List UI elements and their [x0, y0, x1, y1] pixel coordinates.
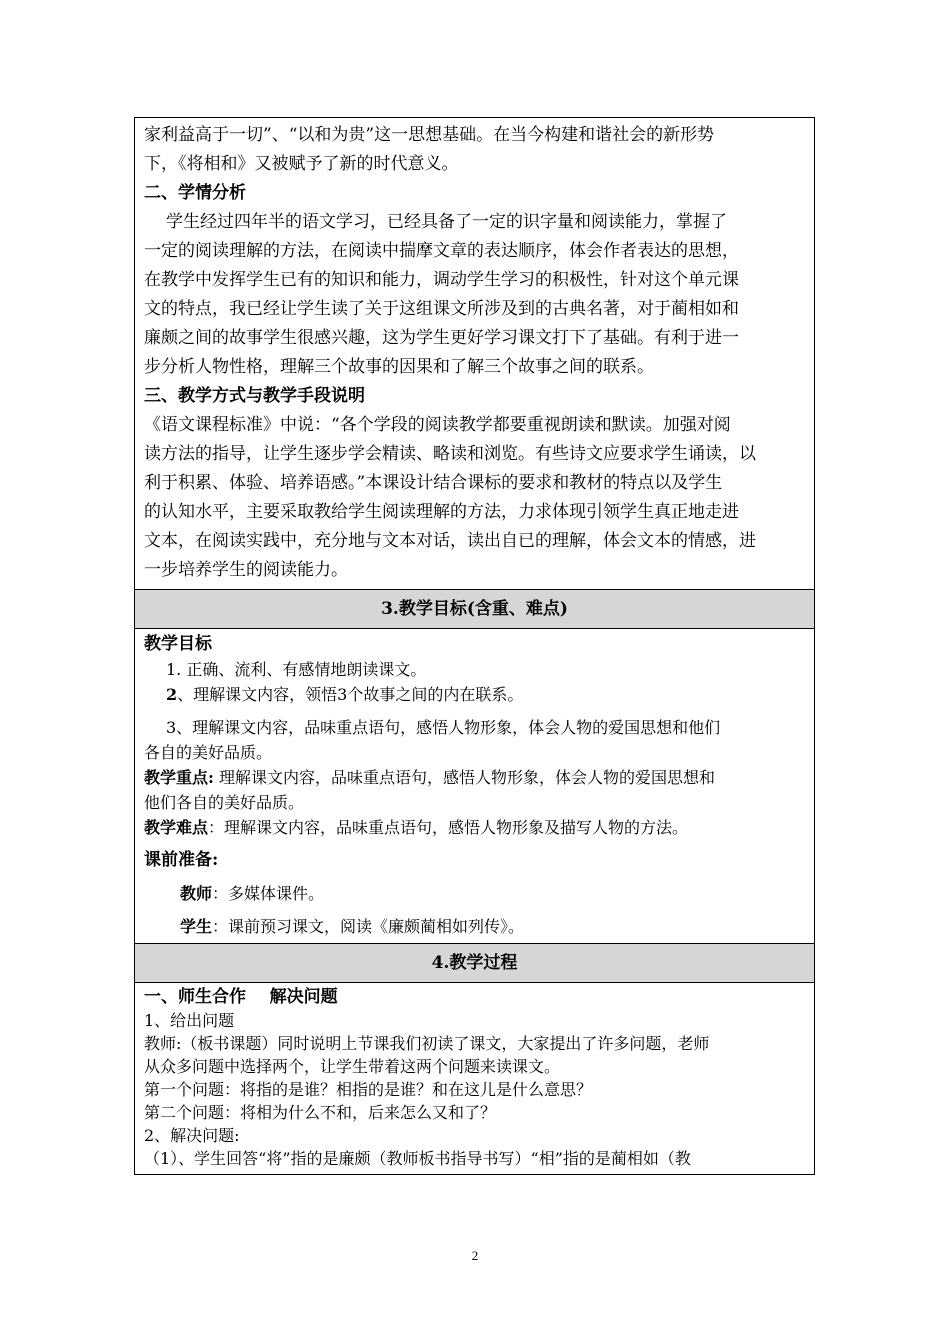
heading-learner-analysis: 二、学情分析 — [144, 183, 246, 203]
method-line: 的认知水平，主要采取教给学生阅读理解的方法，力求体现引领学生真正地走进 — [144, 502, 739, 522]
analysis-line: 廉颇之间的故事学生很感兴趣，这为学生更好学习课文打下了基础。有利于进一 — [144, 328, 739, 348]
prep-heading: 课前准备: — [144, 850, 219, 870]
analysis-line: 一定的阅读理解的方法，在阅读中揣摩文章的表达顺序，体会作者表达的思想， — [144, 241, 739, 261]
analysis-line: 文的特点，我已经让学生读了关于这组课文所涉及到的古典名著，对于蔺相如和 — [144, 299, 739, 319]
method-line: 读方法的指导，让学生逐步学会精读、略读和浏览。有些诗文应要求学生诵读，以 — [144, 444, 756, 464]
section-header-process: 4.教学过程 — [135, 943, 814, 983]
student-text: ：课前预习课文，阅读《廉颇蔺相如列传》。 — [212, 917, 525, 936]
difficulty-points — [144, 815, 806, 840]
goal-item: 3、理解课文内容，品味重点语句，感悟人物形象，体会人物的爱国思想和他们 — [166, 718, 721, 737]
process-line: 2、解决问题: — [144, 1126, 240, 1145]
section-header-objectives: 3.教学目标(含重、难点) — [135, 589, 814, 629]
process-heading: 一、师生合作 解决问题 — [144, 987, 338, 1007]
process-line: （1）、学生回答“将”指的是廉颇（教师板书指导书写）“相”指的是蔺相如（教 — [144, 1149, 691, 1168]
key-points-cont: 他们各自的美好品质。 — [144, 793, 305, 812]
process-section — [135, 983, 814, 1174]
intro-line: 下，《将相和》又被赋予了新的时代意义。 — [144, 154, 459, 174]
process-line: 第一个问题：将指的是谁？相指的是谁？和在这儿是什么意思？ — [144, 1080, 593, 1099]
process-line: 1、给出问题 — [144, 1011, 235, 1030]
method-line: 《语文课程标准》中说：“各个学段的阅读教学都要重视朗读和默读。加强对阅 — [144, 415, 731, 435]
intro-line: 家利益高于一切”、“以和为贵”这一思想基础。在当今构建和谐社会的新形势 — [144, 125, 715, 145]
method-line: 文本，在阅读实践中，充分地与文本对话，读出自已的理解，体会文本的情感，进 — [144, 531, 756, 551]
key-points — [144, 765, 806, 790]
lesson-plan-table — [134, 117, 815, 1175]
page-number: 2 — [471, 1248, 479, 1263]
prep-teacher — [144, 881, 806, 906]
analysis-line: 在教学中发挥学生已有的知识和能力，调动学生学习的积极性，针对这个单元课 — [144, 270, 739, 290]
key-label: 教学重点: — [144, 768, 214, 787]
goal-number: 2 — [166, 685, 178, 704]
goal-text: 、理解课文内容，领悟3个故事之间的内在联系。 — [177, 685, 524, 704]
difficulty-text: ：理解课文内容，品味重点语句，感悟人物形象及描写人物的方法。 — [208, 818, 689, 837]
difficulty-label: 教学难点 — [144, 818, 209, 837]
analysis-line: 学生经过四年半的语文学习，已经具备了一定的识字量和阅读能力，掌握了 — [166, 212, 727, 232]
process-line: 第二个问题：将相为什么不和，后来怎么又和了？ — [144, 1103, 497, 1122]
objectives-section — [135, 629, 814, 943]
background-section — [135, 118, 814, 589]
goal-item: 各自的美好品质。 — [144, 743, 273, 762]
teacher-label: 教师 — [180, 884, 213, 903]
analysis-line: 步分析人物性格，理解三个故事的因果和了解三个故事之间的联系。 — [144, 357, 654, 377]
method-line: 一步培养学生的阅读能力。 — [144, 560, 348, 580]
key-text: 理解课文内容，品味重点语句，感悟人物形象，体会人物的爱国思想和 — [213, 768, 716, 787]
process-line: 从众多问题中选择两个，让学生带着这两个问题来读课文。 — [144, 1057, 561, 1076]
student-label: 学生 — [180, 917, 213, 936]
goals-heading: 教学目标 — [144, 634, 212, 654]
teacher-text: ：多媒体课件。 — [212, 884, 325, 903]
goal-item — [144, 682, 806, 707]
heading-teaching-method: 三、教学方式与教学手段说明 — [144, 386, 365, 406]
prep-student — [144, 914, 806, 939]
goal-item: 1. 正确、流利、有感情地朗读课文。 — [166, 660, 427, 679]
process-line: 教师:（板书课题）同时说明上节课我们初读了课文，大家提出了许多问题，老师 — [144, 1034, 710, 1053]
method-line: 利于积累、体验、培养语感。”本课设计结合课标的要求和教材的特点以及学生 — [144, 473, 723, 493]
